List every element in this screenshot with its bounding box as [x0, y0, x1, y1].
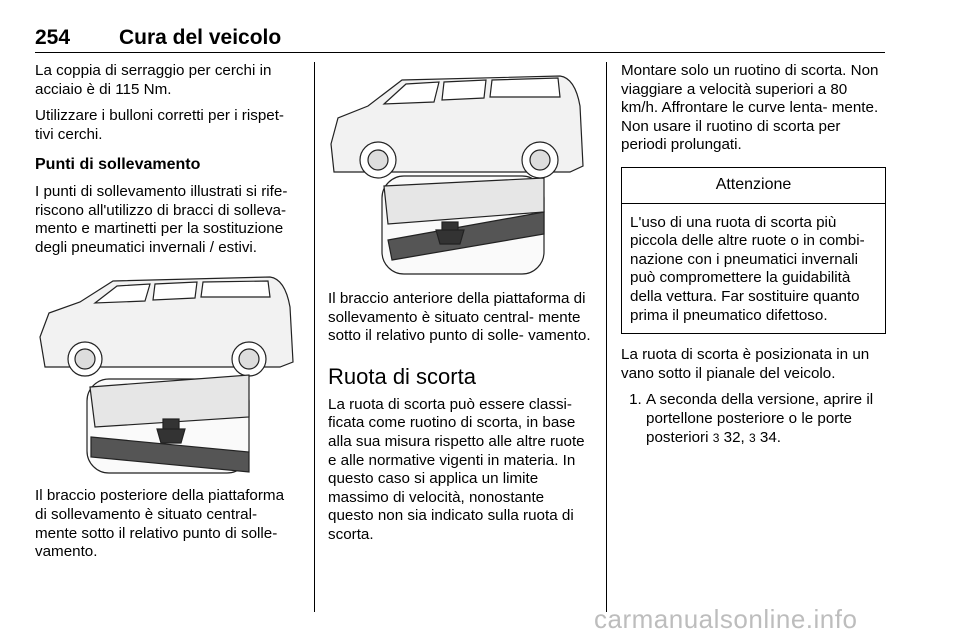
lifting-points-heading: Punti di sollevamento [35, 156, 201, 174]
front-arm-caption: Il braccio anteriore della piattaforma di sollevamento è situato central- mente sotto il relativo punto di solle- vamento. [328, 290, 591, 345]
warning-box [621, 167, 886, 334]
spare-wheel-heading: Ruota di scorta [328, 363, 476, 389]
warning-text: L'uso di una ruota di scorta più piccola delle altre ruote o in combi- nazione con i pneumatici invernali può compromettere la guidabilità della vettura. Far sostituire quanto prima il pneumatico difettoso. [630, 213, 865, 324]
spare-wheel-text: La ruota di scorta può essere classi- ficata come ruotino di scorta, in base alla sua misura rispetto alle altre ruote e alle normative vigenti in materia. In questo caso si applica un limite massimo di velocità, nonostante questo non sia indicato sulla ruota di scorta. [328, 395, 585, 543]
lifting-points-text: I punti di sollevamento illustrati si rife- riscono all'utilizzo di bracci di solleva- mento e martinetti per la sostituzione degli pneumatici invernali / estivi. [35, 182, 288, 256]
instruction-list [621, 391, 886, 447]
spare-location-text: La ruota di scorta è posizionata in un vano sotto il pianale del veicolo. [621, 346, 870, 382]
compact-spare-text: Montare solo un ruotino di scorta. Non viaggiare a velocità superiori a 80 km/h. Affrontare le curve lenta- mente. Non usare il ruotino di scorta per periodi prolungati. [621, 62, 879, 154]
page-reference-icon: 3 [712, 430, 720, 445]
column-left [35, 62, 300, 570]
torque-text: La coppia di serraggio per cerchi in acciaio è di 115 Nm. [35, 62, 272, 98]
column-right [621, 62, 886, 447]
page-reference: 32, [723, 428, 745, 446]
bolts-text: Utilizzare i bulloni corretti per i rispet- tivi cerchi. [35, 107, 284, 143]
rear-lift-point-illustration [35, 267, 300, 477]
page-header [35, 26, 885, 53]
page-reference: 34. [759, 428, 782, 446]
column-divider [314, 62, 315, 612]
page-number: 254 [35, 26, 71, 49]
section-title: Cura del veicolo [119, 26, 282, 49]
column-divider [606, 62, 607, 612]
column-middle [328, 62, 592, 553]
list-item: 1. A seconda della versione, aprire il portellone posteriore o le porte posteriori 3 32, 3 34. [646, 391, 886, 447]
warning-title: Attenzione [622, 168, 885, 204]
watermark: carmanualsonline.info [594, 604, 858, 634]
front-lift-point-illustration [328, 62, 592, 278]
rear-arm-caption: Il braccio posteriore della piattaforma di sollevamento è situato central- mente sotto il relativo punto di solle- vamento. [35, 487, 285, 561]
page-reference-icon: 3 [748, 430, 756, 445]
